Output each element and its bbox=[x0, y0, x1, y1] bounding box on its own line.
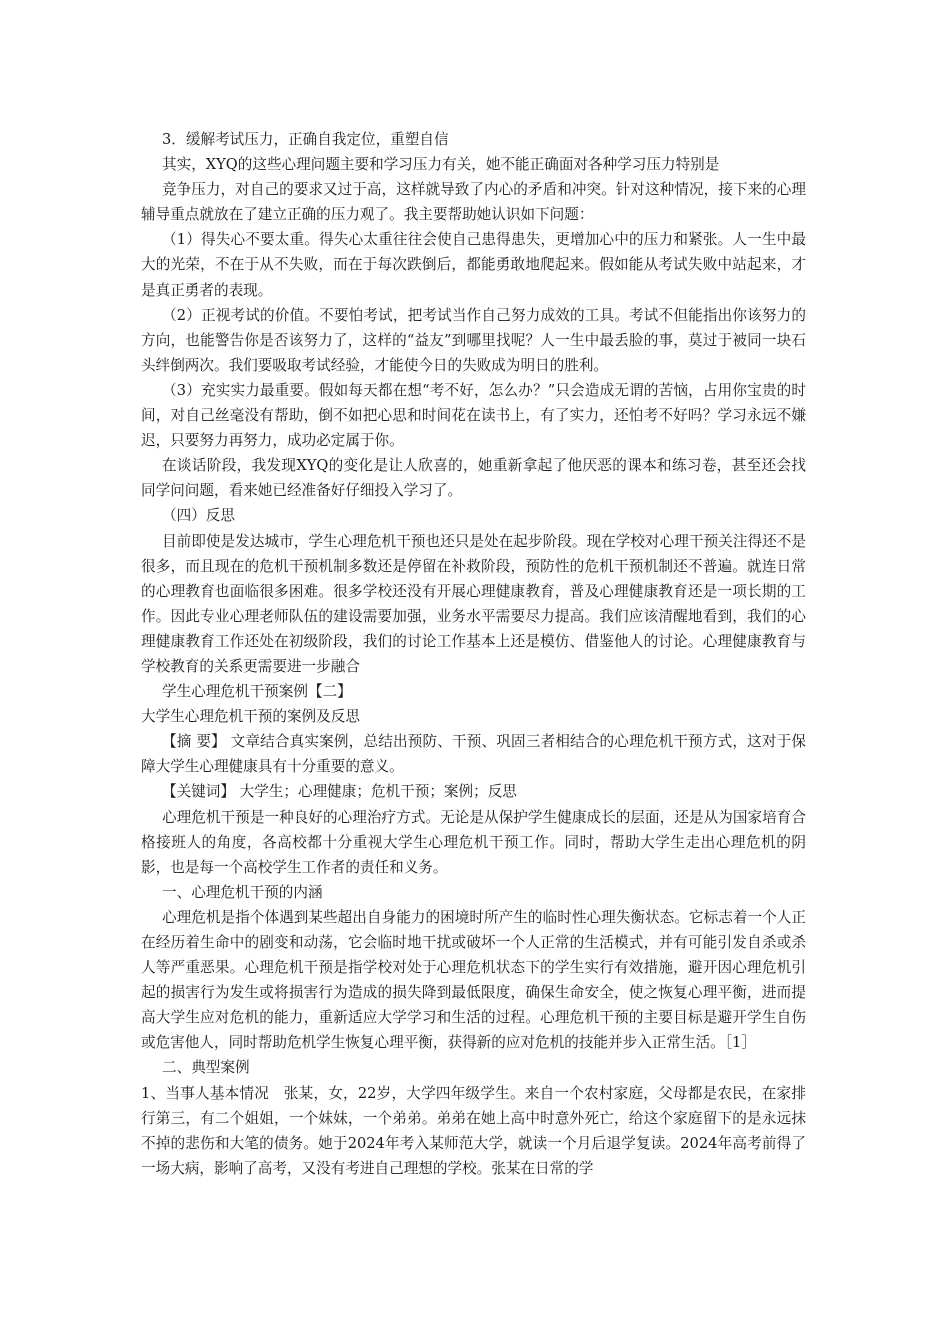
paragraph-case-background: 1、当事人基本情况 张某，女，22岁，大学四年级学生。来自一个农村家庭，父母都是农民，在家排行第三，有二个姐姐，一个妹妹，一个弟弟。弟弟在她上高中时意外死亡，给这个家庭留下的是永远抹不掉的悲伤和大笔的债务。她于2024年考入某师范大学，就读一个月后退学复读。2024年高考前得了一场大病，影响了高考，又没有考进自己理想的学校。张某在日常的学 bbox=[141, 1084, 806, 1177]
paragraph-introduction: 心理危机干预是一种良好的心理治疗方式。无论是从保护学生健康成长的层面，还是从为国家培育合格接班人的角度，各高校都十分重视大学生心理危机干预工作。同时，帮助大学生走出心理危机的阴影，也是每一个高校学生工作者的责任和义务。 bbox=[141, 808, 806, 876]
paragraph-point-2: （2）正视考试的价值。不要怕考试，把考试当作自己努力成效的工具。考试不但能指出你该努力的方向，也能警告你是否该努力了，这样的“益友”到哪里找呢？人一生中最丢脸的事，莫过于被同一块石头绊倒两次。我们要吸取考试经验，才能使今日的失败成为明日的胜利。 bbox=[141, 306, 806, 374]
case-two-title: 学生心理危机干预案例【二】 bbox=[162, 683, 352, 701]
article-title: 大学生心理危机干预的案例及反思 bbox=[141, 708, 360, 726]
paragraph-competition-pressure: 竞争压力，对自己的要求又过于高，这样就导致了内心的矛盾和冲突。针对这种情况，接下来的心理辅导重点就放在了建立正确的压力观了。我主要帮助她认识如下问题： bbox=[141, 181, 806, 224]
paragraph-reflection: 目前即使是发达城市，学生心理危机干预也还只是处在起步阶段。现在学校对心理干预关注得还不是很多，而且现在的危机干预机制多数还是停留在补救阶段，预防性的危机干预机制还不普遍。就连日常的心理教育也面临很多困难。很多学校还没有开展心理健康教育，普及心理健康教育还是一项长期的工作。因此专业心理老师队伍的建设需要加强，业务水平需要尽力提高。我们应该清醒地看到，我们的心理健康教育工作还处在初级阶段，我们的讨论工作基本上还是模仿、借鉴他人的讨论。心理健康教育与学校教育的关系更需要进一步融合 bbox=[141, 532, 806, 675]
paragraph-keywords: 【关键词】 大学生；心理健康；危机干预；案例；反思 bbox=[162, 783, 517, 801]
paragraph-connotation: 心理危机是指个体遇到某些超出自身能力的困境时所产生的临时性心理失衡状态。它标志着一个人正在经历着生命中的剧变和动荡，它会临时地干扰或破坏一个人正常的生活模式，并有可能引发自杀或杀人等严重恶果。心理危机干预是指学校对处于心理危机状态下的学生实行有效措施，避开因心理危机引起的损害行为发生或将损害行为造成的损失降到最低限度，确保生命安全，使之恢复心理平衡，进而提高大学生应对危机的能力，重新适应大学学习和生活的过程。心理危机干预的主要目标是避开学生自伤或危害他人，同时帮助危机学生恢复心理平衡，获得新的应对危机的技能并步入正常生活。［1］ bbox=[141, 908, 806, 1052]
paragraph-talk-stage: 在谈话阶段，我发现XYQ的变化是让人欣喜的，她重新拿起了他厌恶的课本和练习卷，甚至还会找同学问问题，看来她已经准备好仔细投入学习了。 bbox=[141, 457, 806, 500]
document-page bbox=[141, 127, 806, 1181]
paragraph-heading-ease-exam-pressure: 3．缓解考试压力，正确自我定位，重塑自信 bbox=[162, 131, 449, 148]
section-heading-connotation: 一、心理危机干预的内涵 bbox=[162, 883, 323, 901]
section-heading-reflection: （四）反思 bbox=[162, 507, 235, 525]
paragraph-abstract: 【摘 要】 文章结合真实案例，总结出预防、干预、巩固三者相结合的心理危机干预方式，这对于保障大学生心理健康具有十分重要的意义。 bbox=[141, 733, 806, 776]
paragraph-pressure-intro: 其实，XYQ的这些心理问题主要和学习压力有关，她不能正确面对各种学习压力特别是 bbox=[162, 156, 720, 174]
paragraph-point-1: （1）得失心不要太重。得失心太重往往会使自己患得患失，更增加心中的压力和紧张。人一生中最大的光荣，不在于从不失败，而在于每次跌倒后，都能勇敢地爬起来。假如能从考试失败中站起来，才是真正勇者的表现。 bbox=[141, 231, 806, 299]
section-heading-typical-case: 二、典型案例 bbox=[162, 1059, 250, 1077]
paragraph-point-3: （3）充实实力最重要。假如每天都在想“考不好，怎么办？”只会造成无谓的苦恼，占用你宝贵的时间，对自己丝毫没有帮助，倒不如把心思和时间花在读书上，有了实力，还怕考不好吗？学习永远不嫌迟，只要努力再努力，成功必定属于你。 bbox=[141, 381, 806, 450]
